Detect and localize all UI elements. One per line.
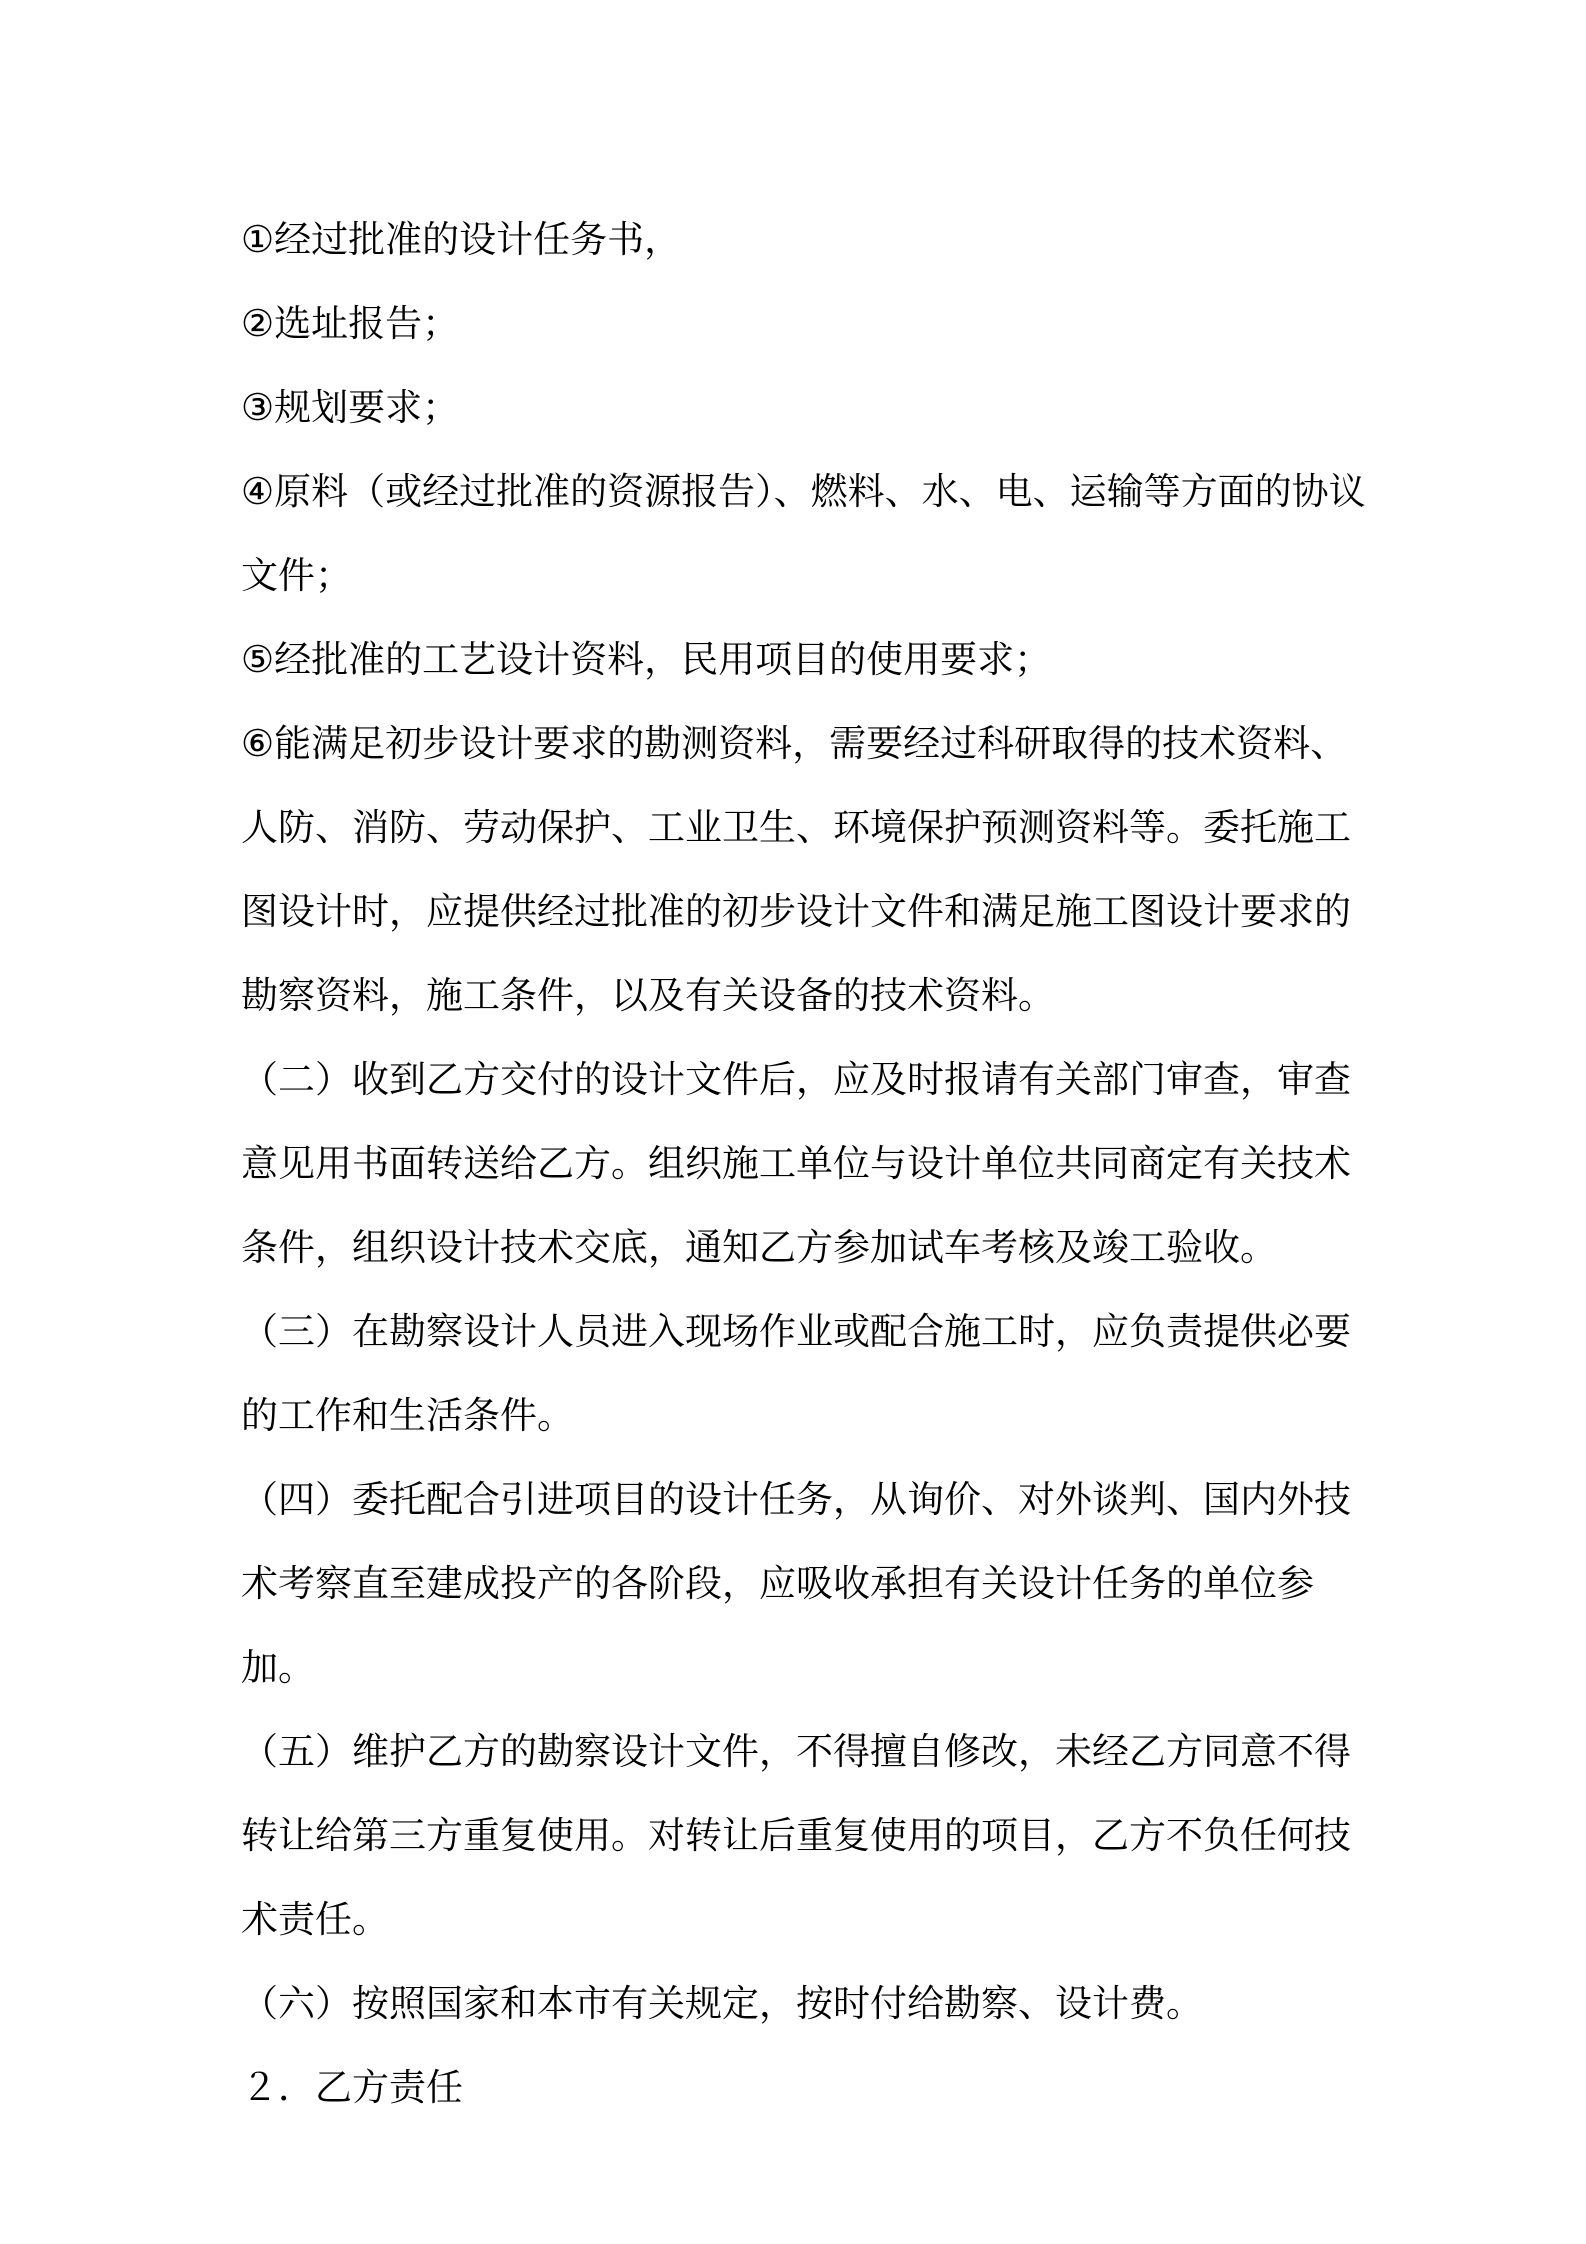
- clause-four: （四）委托配合引进项目的设计任务，从询价、对外谈判、国内外技术考察直至建成投产的各阶段，应吸收承担有关设计任务的单位参加。: [241, 1478, 1351, 1689]
- clause-five: （五）维护乙方的勘察设计文件，不得擅自修改，未经乙方同意不得转让给第三方重复使用。对转让后重复使用的项目，乙方不负任何技术责任。: [241, 1730, 1351, 1941]
- list-item-planning-requirements: ③规划要求；: [241, 386, 460, 429]
- list-item-raw-materials-agreement: ④原料（或经过批准的资源报告）、燃料、水、电、运输等方面的协议文件；: [241, 470, 1366, 597]
- section-heading: ２．乙方责任: [241, 2066, 463, 2109]
- clause-three: （三）在勘察设计人员进入现场作业或配合施工时，应负责提供必要的工作和生活条件。: [241, 1310, 1351, 1437]
- list-item-design-brief: ①经过批准的设计任务书，: [241, 218, 682, 261]
- clause-two: （二）收到乙方交付的设计文件后，应及时报请有关部门审查，审查意见用书面转送给乙方。组织施工单位与设计单位共同商定有关技术条件，组织设计技术交底，通知乙方参加试车考核及竣工验收。: [241, 1058, 1351, 1269]
- list-item-survey-data: ⑥能满足初步设计要求的勘测资料，需要经过科研取得的技术资料、人防、消防、劳动保护、工业卫生、环境保护预测资料等。委托施工图设计时，应提供经过批准的初步设计文件和满足施工图设计要求的勘察资料，施工条件，以及有关设备的技术资料。: [241, 722, 1351, 1017]
- document-body: [241, 198, 1371, 2130]
- list-item-process-design-data: ⑤经批准的工艺设计资料，民用项目的使用要求；: [241, 638, 1052, 681]
- clause-six: （六）按照国家和本市有关规定，按时付给勘察、设计费。: [241, 1982, 1203, 2025]
- list-item-site-report: ②选址报告；: [241, 302, 460, 345]
